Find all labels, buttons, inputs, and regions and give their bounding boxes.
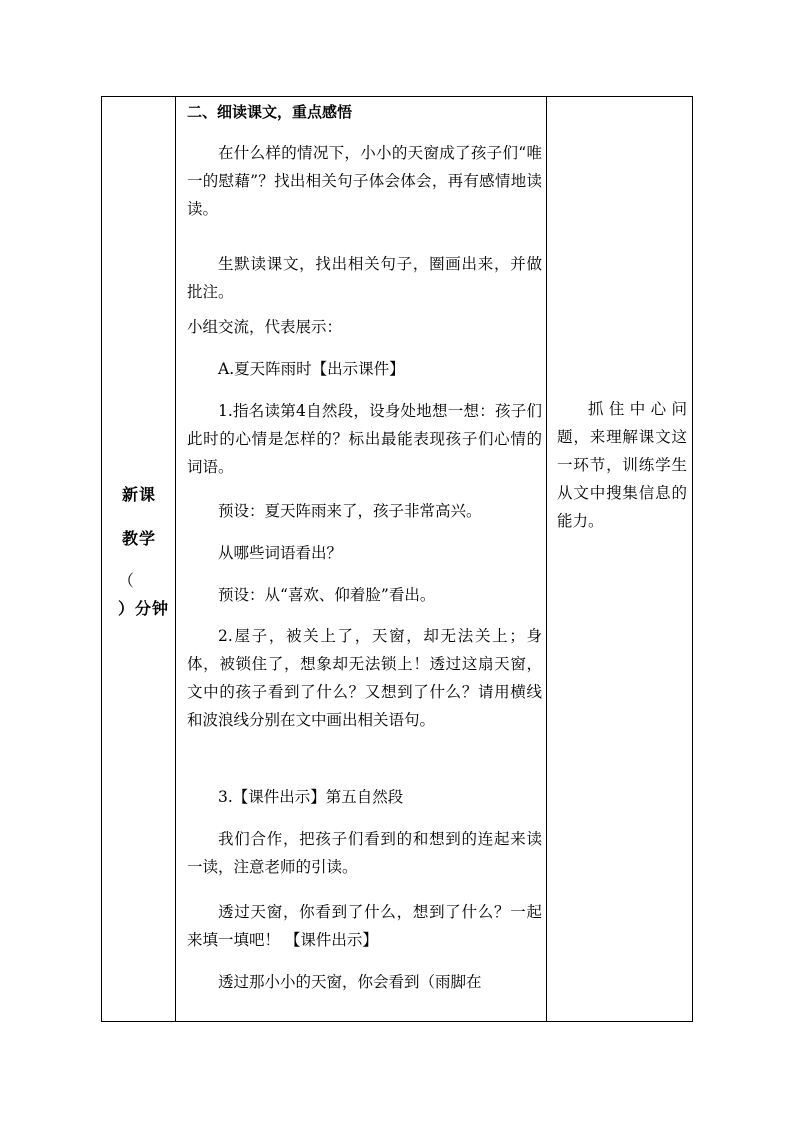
- section-heading: 二、细读课文，重点感悟: [187, 103, 353, 121]
- content-paragraph-12: 透过天窗，你看到了什么，想到了什么？一起来填一填吧！ 【课件出示】: [187, 903, 542, 949]
- content-paragraph-10: 3.【课件出示】第五自然段: [218, 788, 404, 806]
- stage-label-line2: 教学: [122, 529, 157, 548]
- content-paragraph-3: 小组交流，代表展示：: [187, 318, 343, 336]
- stage-label-line3: （: [118, 571, 136, 590]
- content-paragraph-5: 1.指名读第4自然段，设身处地想一想：孩子们此时的心情是怎样的？标出最能表现孩子们心情的词语。: [187, 402, 542, 476]
- lesson-plan-table: [101, 96, 693, 1022]
- content-paragraph-8: 预设：从“喜欢、仰着脸”看出。: [218, 586, 436, 604]
- content-paragraph-2: 生默读课文，找出相关句子，圈画出来，并做批注。: [187, 255, 542, 301]
- content-paragraph-4: A.夏天阵雨时【出示课件】: [218, 360, 405, 378]
- content-paragraph-7: 从哪些词语看出？: [218, 544, 343, 562]
- stage-label-line4: ）分钟: [118, 599, 170, 618]
- content-paragraph-1: 在什么样的情况下，小小的天窗成了孩子们“唯一的慰藉”？找出相关句子体会体会，再有感情地读读。: [187, 144, 542, 218]
- content-paragraph-6: 预设：夏天阵雨来了，孩子非常高兴。: [218, 502, 482, 520]
- design-intent-note: 抓住中心问题，来理解课文这一环节，训练学生从文中搜集信息的能力。: [557, 400, 687, 530]
- content-paragraph-13: 透过那小小的天窗，你会看到（雨脚在: [218, 973, 482, 991]
- content-paragraph-9: 2.屋子，被关上了，天窗，却无法关上；身体，被锁住了，想象却无法锁上！透过这扇天窗，文中的孩子看到了什么？又想到了什么？请用横线和波浪线分别在文中画出相关语句。: [187, 627, 542, 729]
- content-paragraph-11: 我们合作，把孩子们看到的和想到的连起来读一读，注意老师的引读。: [187, 830, 542, 876]
- stage-column: [102, 97, 175, 1021]
- stage-label-line1: 新课: [122, 485, 157, 504]
- design-intent-column: [547, 97, 693, 1021]
- teaching-content-column: [176, 97, 546, 1021]
